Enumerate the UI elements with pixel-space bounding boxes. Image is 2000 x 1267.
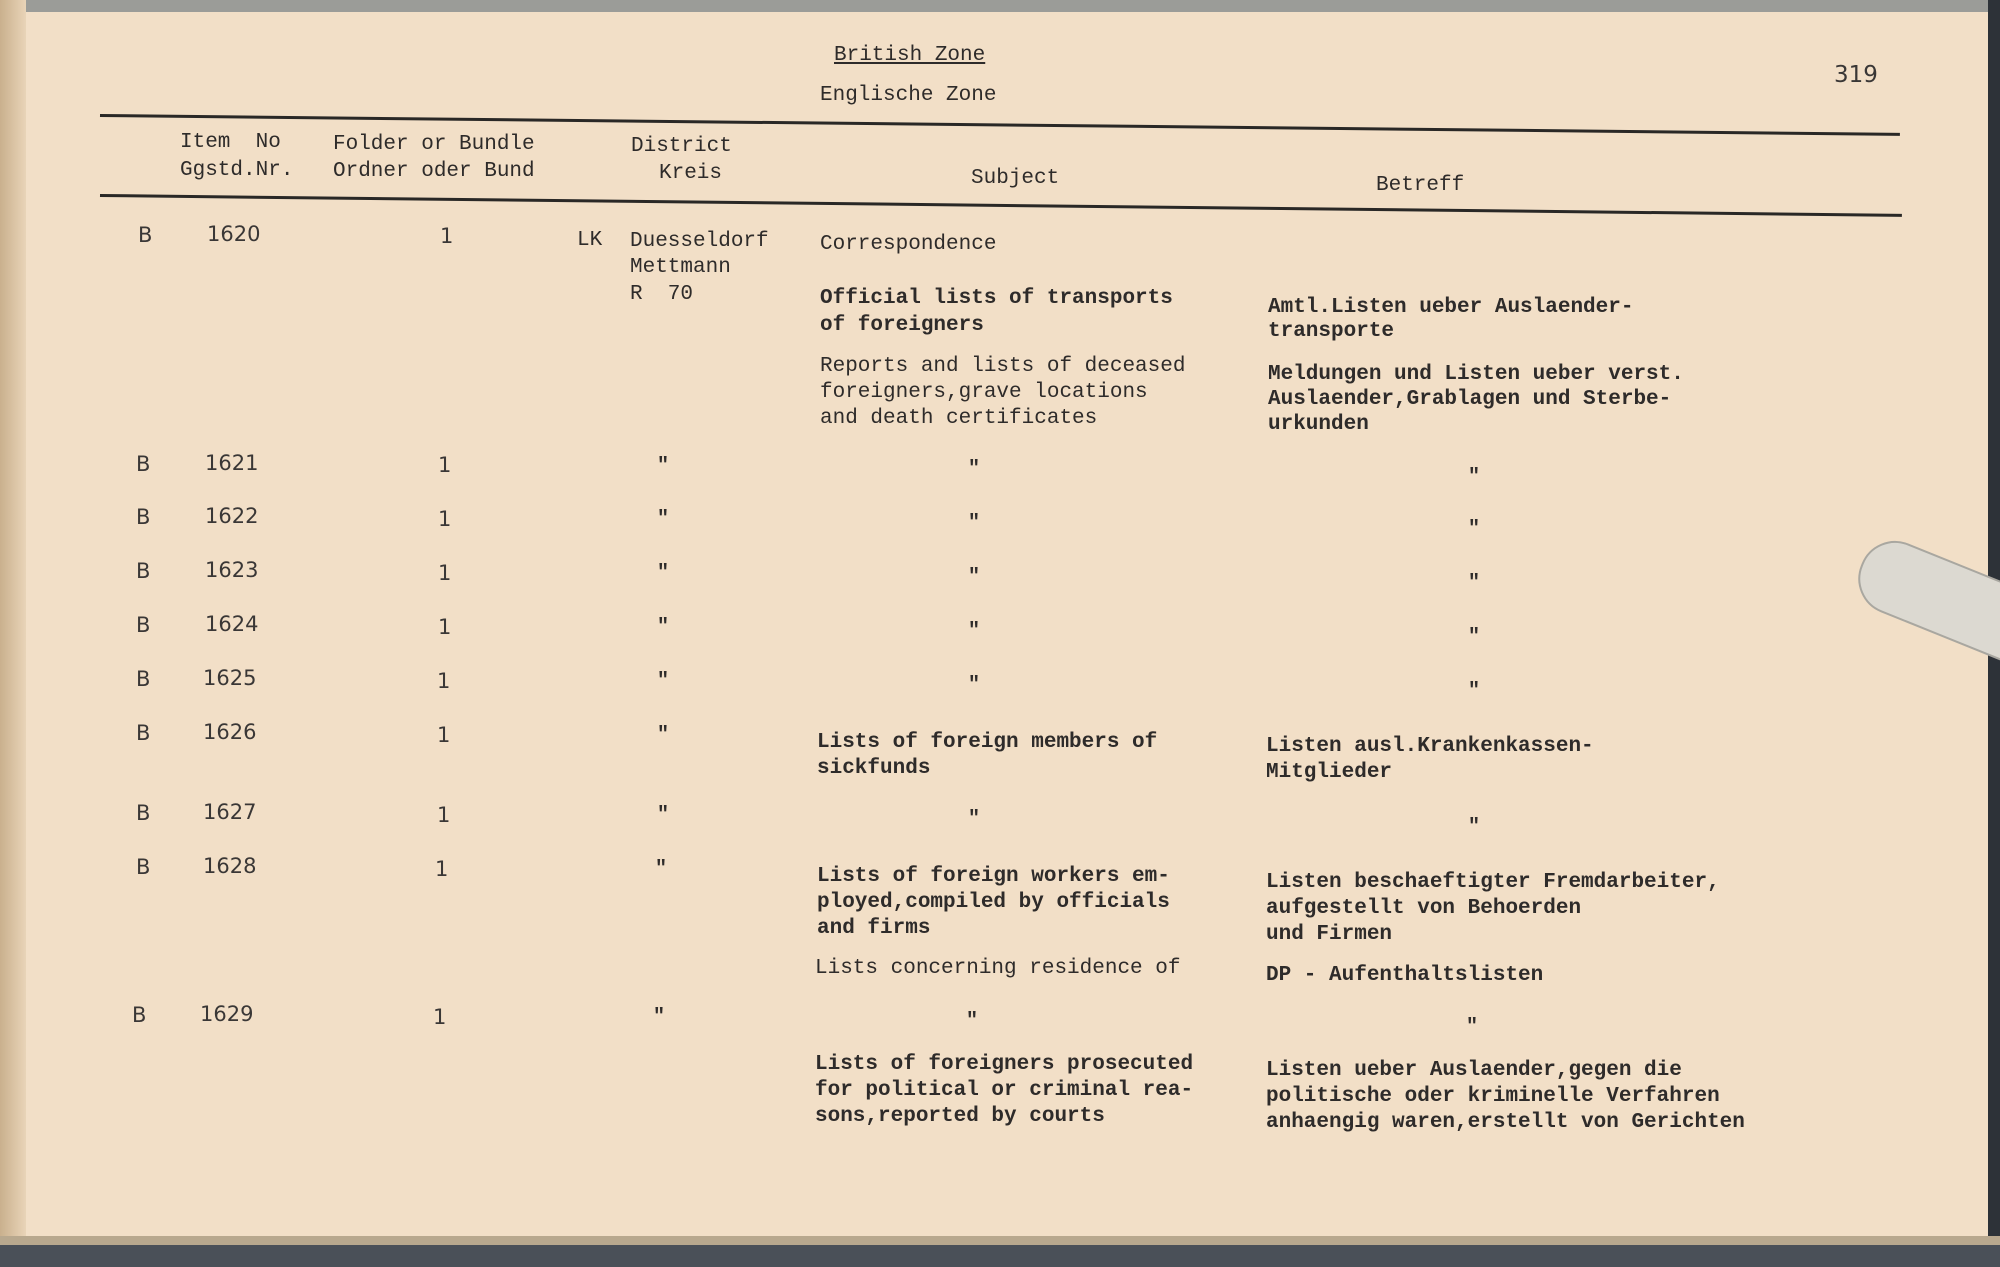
row-item: 1626 [203, 720, 257, 744]
page-subtitle: Englische Zone [820, 84, 997, 107]
row-subject: and firms [817, 917, 931, 940]
ditto-mark: " [968, 808, 981, 831]
row-zone: B [136, 721, 151, 745]
row-betreff: DP - Aufenthaltslisten [1266, 964, 1544, 987]
row-item: 1622 [205, 504, 259, 528]
row-folder: 1 [437, 669, 451, 693]
row-betreff: und Firmen [1266, 923, 1393, 946]
row-folder: 1 [433, 1005, 447, 1029]
ditto-mark: " [657, 804, 670, 827]
col-folder-de: Ordner oder Bund [333, 160, 535, 183]
ditto-mark: " [1468, 572, 1481, 595]
ditto-mark: " [657, 724, 670, 747]
row-district-prefix: LK [577, 229, 603, 252]
ditto-mark: " [657, 562, 670, 585]
row-zone: B [136, 801, 151, 825]
row-betreff: Listen beschaeftigter Fremdarbeiter, [1266, 871, 1720, 894]
row-betreff: Listen ueber Auslaender,gegen die [1266, 1059, 1682, 1082]
ditto-mark: " [1468, 518, 1481, 541]
ditto-mark: " [655, 858, 668, 881]
ditto-mark: " [968, 458, 981, 481]
ditto-mark: " [1468, 626, 1481, 649]
row-subject: foreigners,grave locations [820, 381, 1148, 404]
row-zone: B [136, 505, 151, 529]
col-subject: Subject [971, 167, 1060, 190]
row-zone: B [136, 855, 151, 879]
col-item-de: Ggstd.Nr. [180, 159, 294, 182]
col-item-en: Item No [180, 131, 281, 154]
col-district-de: Kreis [659, 162, 723, 185]
ditto-mark: " [968, 512, 981, 535]
row-subject: for political or criminal rea- [815, 1079, 1194, 1102]
page-title: British Zone [834, 44, 986, 67]
row-subject: Lists of foreign workers em- [817, 865, 1170, 888]
row-item: 1629 [200, 1002, 254, 1026]
row-folder: 1 [438, 453, 452, 477]
ditto-mark: " [968, 674, 981, 697]
row-subject: ployed,compiled by officials [817, 891, 1170, 914]
ditto-mark: " [657, 670, 670, 693]
row-item: 1628 [203, 854, 257, 878]
ditto-mark: " [1468, 466, 1481, 489]
row-betreff: Auslaender,Grablagen und Sterbe- [1268, 388, 1672, 411]
row-betreff: Mitglieder [1266, 761, 1393, 784]
row-zone: B [136, 452, 151, 476]
ditto-mark: " [657, 508, 670, 531]
page-number: 319 [1834, 62, 1878, 88]
row-item: 1625 [203, 666, 257, 690]
row-zone: B [136, 613, 151, 637]
row-betreff: anhaengig waren,erstellt von Gerichten [1266, 1111, 1745, 1134]
row-zone: B [136, 559, 151, 583]
ditto-mark: " [1468, 680, 1481, 703]
row-subject: Reports and lists of deceased [820, 355, 1186, 378]
row-folder: 1 [438, 561, 452, 585]
row-folder: 1 [437, 723, 451, 747]
row-zone: B [138, 223, 153, 247]
row-betreff: urkunden [1268, 413, 1369, 436]
col-district-en: District [631, 135, 732, 158]
row-subject: sons,reported by courts [815, 1105, 1105, 1128]
row-district-line: Mettmann [630, 256, 731, 279]
ditto-mark: " [653, 1006, 666, 1029]
row-betreff: Meldungen und Listen ueber verst. [1268, 363, 1684, 386]
row-folder: 1 [437, 803, 451, 827]
col-betreff: Betreff [1376, 174, 1465, 197]
row-district-line: R 70 [630, 283, 694, 306]
binding-edge [0, 0, 26, 1267]
row-folder: 1 [440, 224, 454, 248]
row-district-line: Duesseldorf [630, 230, 769, 253]
row-item: 1623 [205, 558, 259, 582]
ditto-mark: " [968, 566, 981, 589]
row-zone: B [136, 667, 151, 691]
ditto-mark: " [657, 455, 670, 478]
ditto-mark: " [966, 1010, 979, 1033]
row-folder: 1 [435, 857, 449, 881]
row-subject: sickfunds [817, 757, 931, 780]
row-subject: Lists of foreigners prosecuted [815, 1053, 1194, 1076]
ditto-mark: " [1466, 1016, 1479, 1039]
row-betreff: politische oder kriminelle Verfahren [1266, 1085, 1720, 1108]
scan-bottom-edge [0, 1245, 2000, 1267]
row-subject: Official lists of transports [820, 287, 1173, 310]
row-betreff: Amtl.Listen ueber Auslaender- [1268, 296, 1634, 319]
ditto-mark: " [657, 616, 670, 639]
row-item: 1621 [205, 451, 259, 475]
row-betreff: aufgestellt von Behoerden [1266, 897, 1582, 920]
row-folder: 1 [438, 507, 452, 531]
row-zone: B [132, 1003, 147, 1027]
row-subject: Lists of foreign members of [817, 731, 1158, 754]
row-subject: of foreigners [820, 314, 984, 337]
row-item: 1624 [205, 612, 259, 636]
row-subject: and death certificates [820, 407, 1098, 430]
col-folder-en: Folder or Bundle [333, 133, 535, 156]
ditto-mark: " [1468, 816, 1481, 839]
row-item: 1627 [203, 800, 257, 824]
row-folder: 1 [438, 615, 452, 639]
row-betreff: transporte [1268, 320, 1395, 343]
row-subject: Correspondence [820, 233, 997, 256]
row-betreff: Listen ausl.Krankenkassen- [1266, 735, 1594, 758]
ditto-mark: " [968, 620, 981, 643]
row-subject: Lists concerning residence of [815, 957, 1181, 980]
row-item: 1620 [207, 222, 261, 246]
